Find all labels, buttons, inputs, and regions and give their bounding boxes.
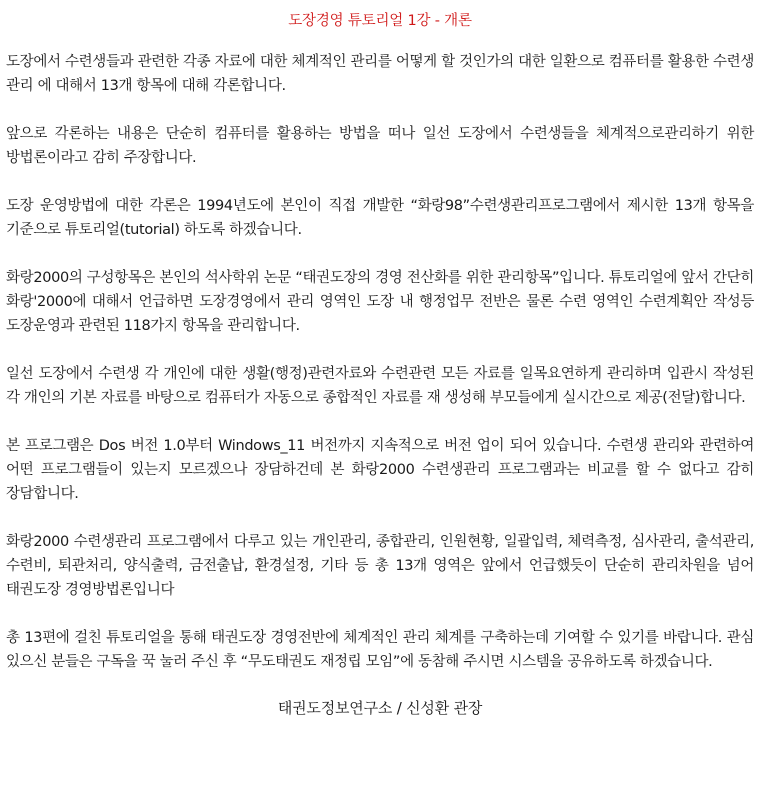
paragraph-2: 앞으로 각론하는 내용은 단순히 컴퓨터를 활용하는 방법을 떠나 일선 도장에서 수련생들을 체계적으로관리하기 위한 방법론이라고 감히 주장합니다. bbox=[6, 126, 754, 166]
paragraph-4: 화랑2000의 구성항목은 본인의 석사학위 논문 “태권도장의 경영 전산화를 위한 관리항목”입니다. 튜토리얼에 앞서 간단히 화랑'2000에 대해서 언급하면 도장경영에서 관리 영역인 도장 내 행정업무 전반은 물론 수련 영역인 수련계획안 작성등 도장운영과 관련된 118가지 항목을 관리합니다. bbox=[6, 270, 754, 334]
paragraph-3: 도장 운영방법에 대한 각론은 1994년도에 본인이 직접 개발한 “화랑98”수련생관리프로그램에서 제시한 13개 항목을 기준으로 튜토리얼(tutorial) 하도록 하겠습니다. bbox=[6, 198, 754, 238]
paragraph-1: 도장에서 수련생들과 관련한 각종 자료에 대한 체계적인 관리를 어떻게 할 것인가의 대한 일환으로 컴퓨터를 활용한 수련생 관리 에 대해서 13개 항목에 대해 각론합니다. bbox=[6, 54, 754, 94]
paragraph-8: 총 13편에 걸친 튜토리얼을 통해 태권도장 경영전반에 체계적인 관리 체계를 구축하는데 기여할 수 있기를 바랍니다. 관심 있으신 분들은 구독을 꾹 눌러 주신 후 “무도태권도 재정립 모임”에 동참해 주시면 시스템을 공유하도록 하겠습니다. bbox=[6, 630, 754, 670]
paragraph-5: 일선 도장에서 수련생 각 개인에 대한 생활(행정)관련자료와 수련관련 모든 자료를 일목요연하게 관리하며 입관시 작성된 각 개인의 기본 자료를 바탕으로 컴퓨터가 자동으로 종합적인 자료를 재 생성해 부모들에게 실시간으로 제공(전달)합니다. bbox=[6, 366, 754, 406]
document-title: 도장경영 튜토리얼 1강 - 개론 bbox=[288, 13, 472, 29]
paragraph-7: 화랑2000 수련생관리 프로그램에서 다루고 있는 개인관리, 종합관리, 인원현황, 일괄입력, 체력측정, 심사관리, 출석관리, 수련비, 퇴관처리, 양식출력, 금전출납, 환경설정, 기타 등 총 13개 영역은 앞에서 언급했듯이 단순히 관리차원을 넘어 태권도장 경영방법론입니다 bbox=[6, 534, 754, 598]
author-signature: 태권도정보연구소 / 신성환 관장 bbox=[277, 699, 483, 717]
paragraph-6: 본 프로그램은 Dos 버전 1.0부터 Windows_11 버전까지 지속적으로 버전 업이 되어 있습니다. 수련생 관리와 관련하여 어떤 프로그램들이 있는지 모르겠으나 장담하건데 본 화랑2000 수련생관리 프로그램과는 비교를 할 수 없다고 감히 장담합니다. bbox=[6, 438, 754, 502]
